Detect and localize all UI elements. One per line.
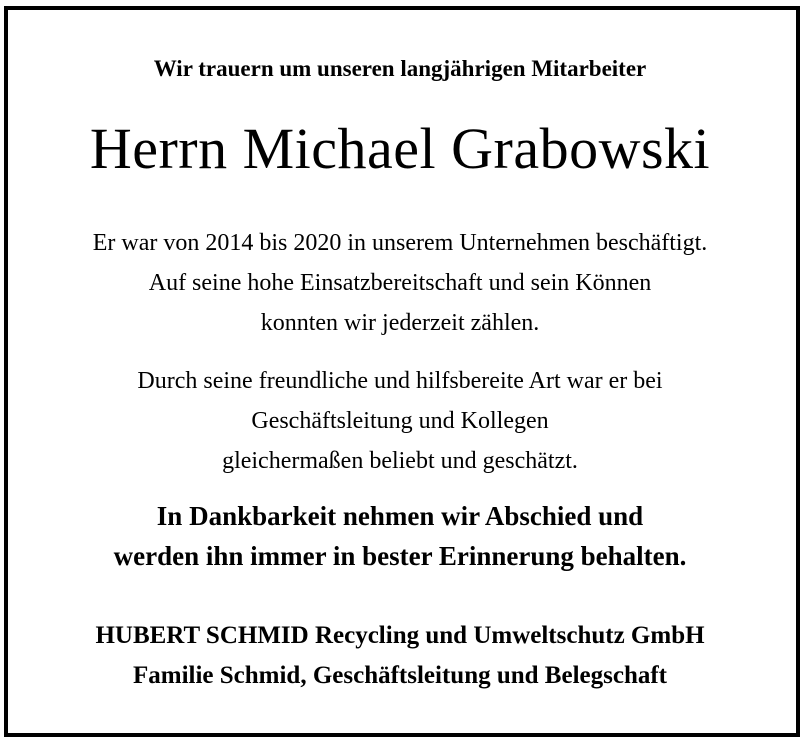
paragraph-2-line-3: gleichermaßen beliebt und geschätzt. — [222, 448, 578, 474]
paragraph-1-line-3: konnten wir jederzeit zählen. — [260, 310, 540, 336]
signature-family: Familie Schmid, Geschäftsleitung und Belegschaft — [132, 662, 668, 689]
closing-line-2: werden ihn immer in bester Erinnerung behalten. — [113, 541, 687, 571]
paragraph-2-line-1: Durch seine freundliche und hilfsbereite Art war er bei — [137, 368, 663, 394]
paragraph-2-line-2: Geschäftsleitung und Kollegen — [251, 408, 549, 434]
paragraph-1-line-1: Er war von 2014 bis 2020 in unserem Unternehmen beschäftigt. — [92, 230, 708, 256]
intro-heading: Wir trauern um unseren langjährigen Mitarbeiter — [153, 56, 647, 81]
deceased-name: Herrn Michael Grabowski — [89, 116, 711, 181]
paragraph-1-line-2: Auf seine hohe Einsatzbereitschaft und sein Können — [148, 270, 652, 296]
closing-line-1: In Dankbarkeit nehmen wir Abschied und — [156, 501, 644, 531]
signature-company: HUBERT SCHMID Recycling und Umweltschutz GmbH — [95, 622, 705, 649]
